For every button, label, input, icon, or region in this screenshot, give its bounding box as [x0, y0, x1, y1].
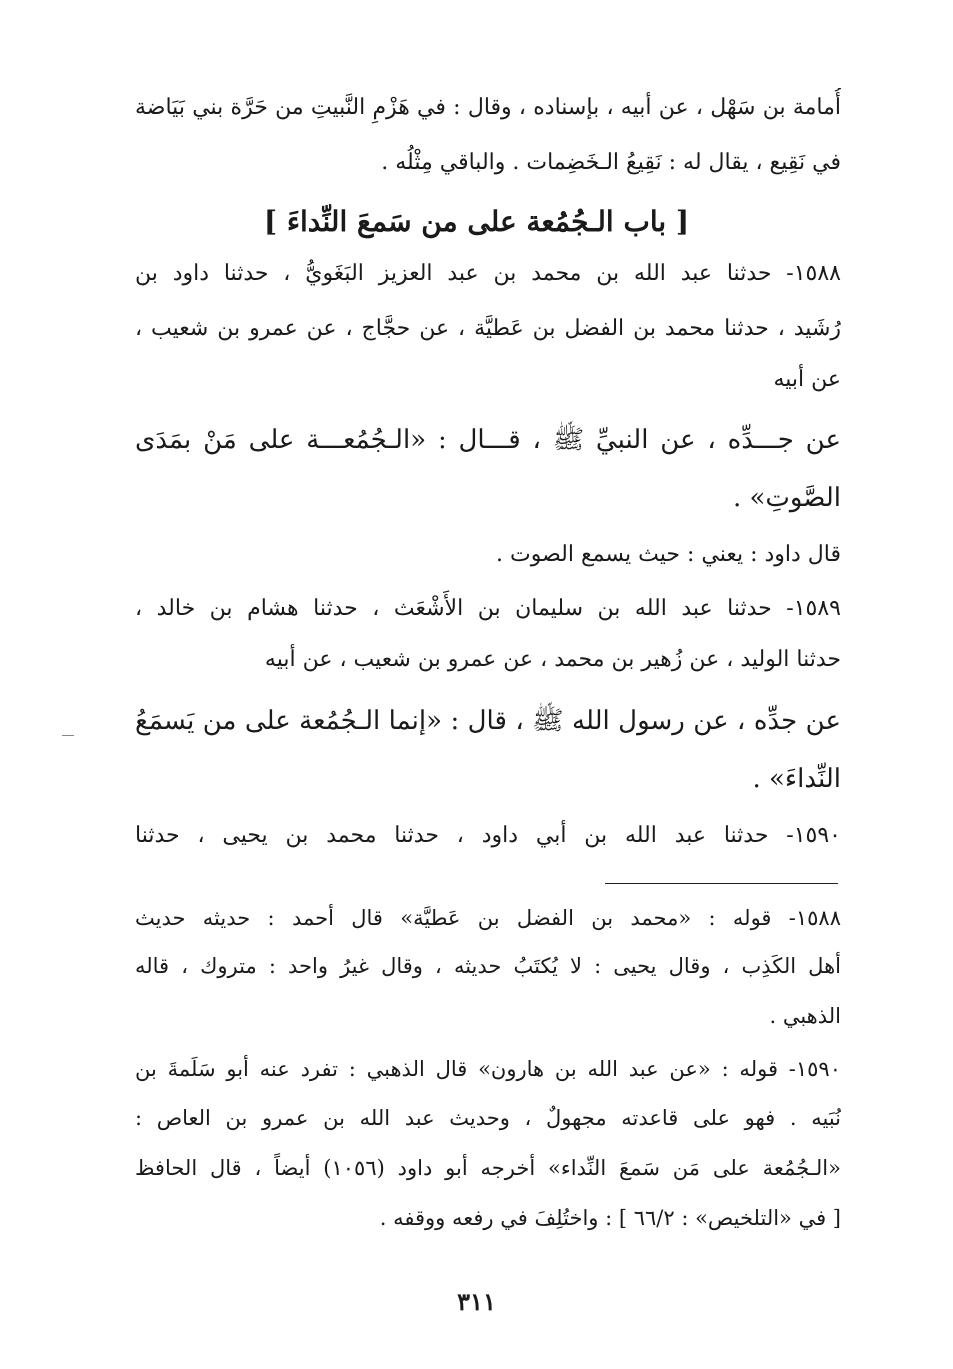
- body-line-4: رُشَيد ، حدثنا محمد بن الفضل بن عَطيَّة ، عن حجَّاج ، عن عمرو بن شعيب ،: [135, 316, 841, 341]
- footnote-line-2: أهل الكَذِب ، وقال يحيى : لا يُكتَبُ حديثه ، وقال غيرُ واحد : متروك ، قاله: [135, 954, 841, 978]
- footnote-separator: [605, 883, 838, 884]
- body-line-9: ١٥٨٩- حدثنا عبد الله بن سليمان بن الأَشْعَث ، حدثنا هشام بن خالد ،: [135, 596, 841, 621]
- footnote-line-4: ١٥٩٠- قوله : «عن عبد الله بن هارون» قال الذهبي : تفرد عنه أبو سَلَمةَ بن: [135, 1057, 841, 1081]
- hadith-text-line-4: النِّداءَ» .: [752, 764, 841, 794]
- hadith-text-line-3: عن جدِّه ، عن رسول الله ﷺ ، قال : «إنما الـجُمُعة على من يَسمَعُ: [135, 706, 841, 736]
- body-line-10: حدثنا الوليد ، عن زُهير بن محمد ، عن عمرو بن شعيب ، عن أبيه: [264, 647, 841, 672]
- hadith-text-line-1: عن جـــدِّه ، عن النبيِّ ﷺ ، قـــال : «الـجُمُعـــة على مَنْ بمَدَى: [135, 425, 841, 455]
- section-heading: [ باب الـجُمُعة على من سَمعَ النِّداءَ ]: [263, 205, 690, 238]
- body-line-1: أُمامة بن سَهْل ، عن أبيه ، بإسناده ، وقال : في هَزْمِ النَّبيتِ من حَرَّة بني بَيَاضة: [135, 95, 841, 120]
- hadith-text-line-2: الصَّوتِ» .: [732, 483, 841, 513]
- footnote-line-6: «الـجُمُعة على مَن سَمعَ النِّداء» أخرجه أبو داود (١٠٥٦) أيضاً ، قال الحافظ: [135, 1156, 841, 1180]
- footnote-line-1: ١٥٨٨- قوله : «محمد بن الفضل بن عَطيَّة» قال أحمد : حديثه حديث: [135, 906, 841, 930]
- body-line-3: ١٥٨٨- حدثنا عبد الله بن محمد بن عبد العزيز البَغَويُّ ، حدثنا داود بن: [135, 261, 841, 286]
- body-line-2: في نَقِيع ، يقال له : نَقِيعُ الـخَضِمات . والباقي مِثْلُه .: [381, 150, 841, 175]
- margin-mark: [62, 735, 74, 736]
- body-line-5: عن أبيه: [773, 367, 841, 392]
- footnote-line-3: الذهبي .: [769, 1004, 841, 1028]
- footnote-line-7: [ في «التلخيص» : ٦٦/٢ ] : واختُلِفَ في رفعه ووقفه .: [379, 1206, 841, 1230]
- body-line-8: قال داود : يعني : حيث يسمع الصوت .: [496, 542, 841, 567]
- footnote-line-5: نُبَيه . فهو على قاعدته مجهولٌ ، وحديث عبد الله بن عمرو بن العاص :: [135, 1106, 841, 1130]
- body-line-13: ١٥٩٠- حدثنا عبد الله بن أبي داود ، حدثنا محمد بن يحيى ، حدثنا: [135, 823, 841, 848]
- page-number: ٣١١: [457, 1287, 496, 1316]
